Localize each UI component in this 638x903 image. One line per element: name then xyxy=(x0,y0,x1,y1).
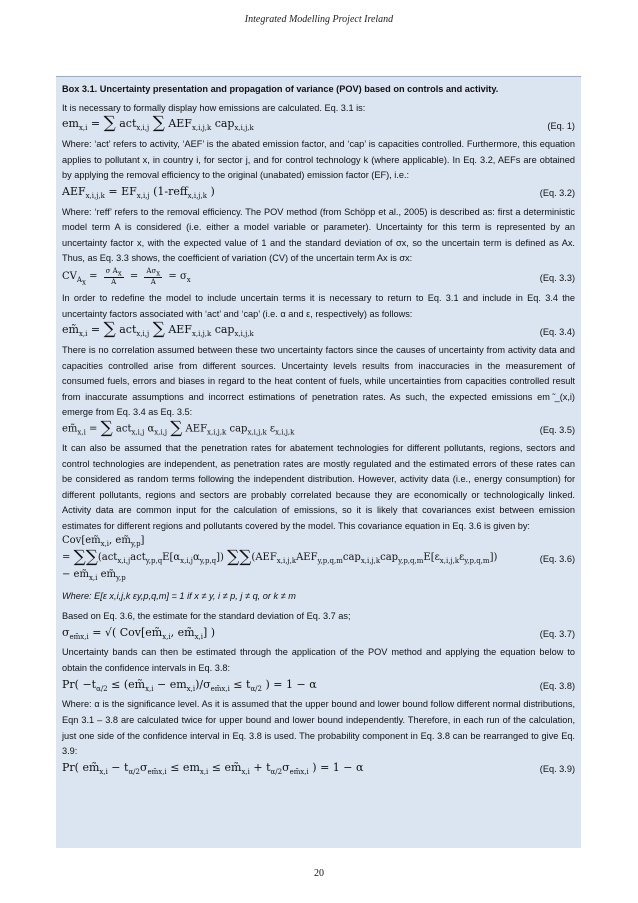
paragraph-7: Where: E[ε x,i,j,k εy,p,q,m] = 1 if x ≠ y, i ≠ p, j ≠ q, or k ≠ m xyxy=(62,591,296,602)
running-header: Integrated Modelling Project Ireland xyxy=(244,14,394,25)
paragraph-5: There is no correlation assumed between these two uncertainty factors since the causes of uncertainty from activity data and capacities controlled arise from different sources. Uncertainty levels results from inaccuracies in the measurement of consumed fuels, errors and biases in regard to the heat content of fuels, while uncertainties from capacities controlled result from inaccurate assumptions and incorrect estimations of penetration rates. As such, the expected emissions em ̃_(x,i) emerge from Eq. 3.4 as Eq. 3.5: xyxy=(62,345,575,418)
equation-9-label: (Eq. 3.9) xyxy=(539,764,575,775)
equation-7-row xyxy=(62,625,575,646)
equation-6-row xyxy=(62,534,575,585)
paragraph-4: In order to redefine the model to include uncertain terms it is necessary to return to Eq. 3.1 and include in Eq. 3.4 the uncertainty factors associated with ‘act’ and ‘cap’ (i.e. α and ε, respectively) as follows: xyxy=(62,293,575,319)
equation-2-row xyxy=(62,184,575,205)
equation-4: $em̃_{x,i}$ = ∑ act$_{x,i,j}$ ∑ $AEF_{x,i,j,k}$ cap$_{x,i,j,k}$ xyxy=(62,319,254,340)
equation-1-row xyxy=(62,113,575,137)
equation-1: $em_{x,i}$ = ∑ act$_{x,i,j}$ ∑ $AEF_{x,i,j,k}$ cap$_{x,i,j,k}$ xyxy=(62,113,254,134)
paragraph-3: Where: ‘reff’ refers to the removal efficiency. The POV method (from Schöpp et al., 2005) is described as: first a deterministic model term A is considered (i.e. either a model variable or parameter). Uncertainty for this term is represented by an uncertainty factor x, with the expected value of 1 and the standard deviation of σx, so the uncertain term is defined as Ax. Thus, as Eq. 3.3 shows, the coefficient of variation (CV) of the uncertain term Ax is σx: xyxy=(62,206,575,264)
equation-2-label: (Eq. 3.2) xyxy=(539,188,575,199)
paragraph-10: Where: α is the significance level. As it is assumed that the upper bound and lower bound follow different normal distributions, Eqn 3.1 – 3.8 are calculated twice for upper bound and lower bound independently. Therefore, in each run of the calculation, just one side of the confidence interval in Eq. 3.8 is used. The probability component in Eq. 3.8 can be rearranged to give Eq. 3.9: xyxy=(62,699,575,757)
paragraph-1: It is necessary to formally display how emissions are calculated. Eq. 3.1 is: xyxy=(62,102,366,113)
page-number: 20 xyxy=(314,868,324,879)
equation-7-label: (Eq. 3.7) xyxy=(539,629,575,640)
equation-7: $\sigma_{em̃x,i}$ = √( $Cov[em̃_{x,i}$, $em̃_{x,i}$] ) xyxy=(62,625,216,641)
paragraph-8: Based on Eq. 3.6, the estimate for the standard deviation of Eq. 3.7 as; xyxy=(62,611,351,622)
equation-2: $AEF_{x,i,j,k} = EF_{x,i,j}$ (1-reff$_{x,i,j,k}$ ) xyxy=(62,184,215,200)
equation-4-row xyxy=(62,319,575,343)
equation-6: $Cov[em̃_{x,i}$, $em̃_{y,p}$] = $\sum\sum(act_{x,i,j}act_{y,p,q}E[\alpha_{x,i,j}\alpha_{y,p,q}])$ $\sum\sum(AEF_{x,i,j,k}AEF_{y,p,q,m}cap_{x,i,j,k}cap_{y,p,q,m}E[\varepsilon_{x,i,j,k}\varepsilon_{y,p,q,m}])$ − $em̃_{x,i}$ $em̃_{y,p}$ xyxy=(62,535,498,583)
equation-5-label: (Eq. 3.5) xyxy=(539,425,575,436)
box-title: Box 3.1. Uncertainty presentation and propagation of variance (POV) based on controls and activity. xyxy=(62,84,499,94)
equation-4-label: (Eq. 3.4) xyxy=(539,326,575,337)
equation-3-row xyxy=(62,267,575,291)
equation-6-label: (Eq. 3.6) xyxy=(539,554,575,565)
equation-3-label: (Eq. 3.3) xyxy=(539,273,575,284)
paragraph-2: Where: ‘act’ refers to activity, ‘AEF’ is the abated emission factor, and ‘cap’ is capacities controlled. Furthermore, this equation applies to pollutant x, in country i, for sector j, and for control technology k (where applicable). In Eq. 3.2, AEFs are obtained by applying the removal efficiency to the original (unabated) emission factor (EF), i.e.: xyxy=(62,138,575,181)
paragraph-9: Uncertainty bands can then be estimated through the application of the POV method and applying the equation below to obtain the confidence intervals in Eq. 3.8: xyxy=(62,647,575,674)
equation-9-row xyxy=(62,760,575,781)
equation-5: $em̃_{x,i}$ = ∑ act$_{x,i,j}$ $\alpha_{x,i,j}$ ∑ $AEF_{x,i,j,k}$ cap$_{x,i,j,k}$ $\varepsilon_{x,i,j,k}$ xyxy=(62,418,295,439)
equation-8-label: (Eq. 3.8) xyxy=(539,681,575,692)
equation-3: $CV_{A_x}$ = $\frac{\sigma A_x}{A}$ = $\frac{A\sigma_x}{A}$ = $\sigma_x$ xyxy=(62,266,191,287)
equation-8-row xyxy=(62,677,575,698)
equation-9: Pr( $em̃_{x,i} - t_{\alpha/2}\sigma_{em̃x,i} \le em_{x,i}$ ≤ $em̃_{x,i} + t_{\alpha/2}\sigma_{em̃x,i}$ ) = 1 − α xyxy=(62,760,364,776)
equation-1-label: (Eq. 1) xyxy=(547,120,575,131)
paragraph-6: It can also be assumed that the penetration rates for abatement technologies for different pollutants, regions, sectors and control technologies are independent, as penetration rates are mostly regulated and the estimated errors of these rates can be considered as random terms following the independent distribution. However, activity data (i.e., energy consumption) for different pollutants, regions and sectors are probably correlated because they are economically or technologically linked. Activity data are common input for the calculation of emissions, so it is likely that covariances exist between emission estimates for different regions and pollutants covered by the model. This covariance equation in Eq. 3.6 is given by: xyxy=(62,442,575,531)
equation-8: $Pr( -t_{\alpha/2}$ ≤ $(em̃_{x,i} - em_{x,i})/\sigma_{em̃x,i} \le t_{\alpha/2}$ ) = 1 − α xyxy=(62,677,317,693)
box-3-1 xyxy=(56,76,581,848)
equation-5-row xyxy=(62,418,575,441)
